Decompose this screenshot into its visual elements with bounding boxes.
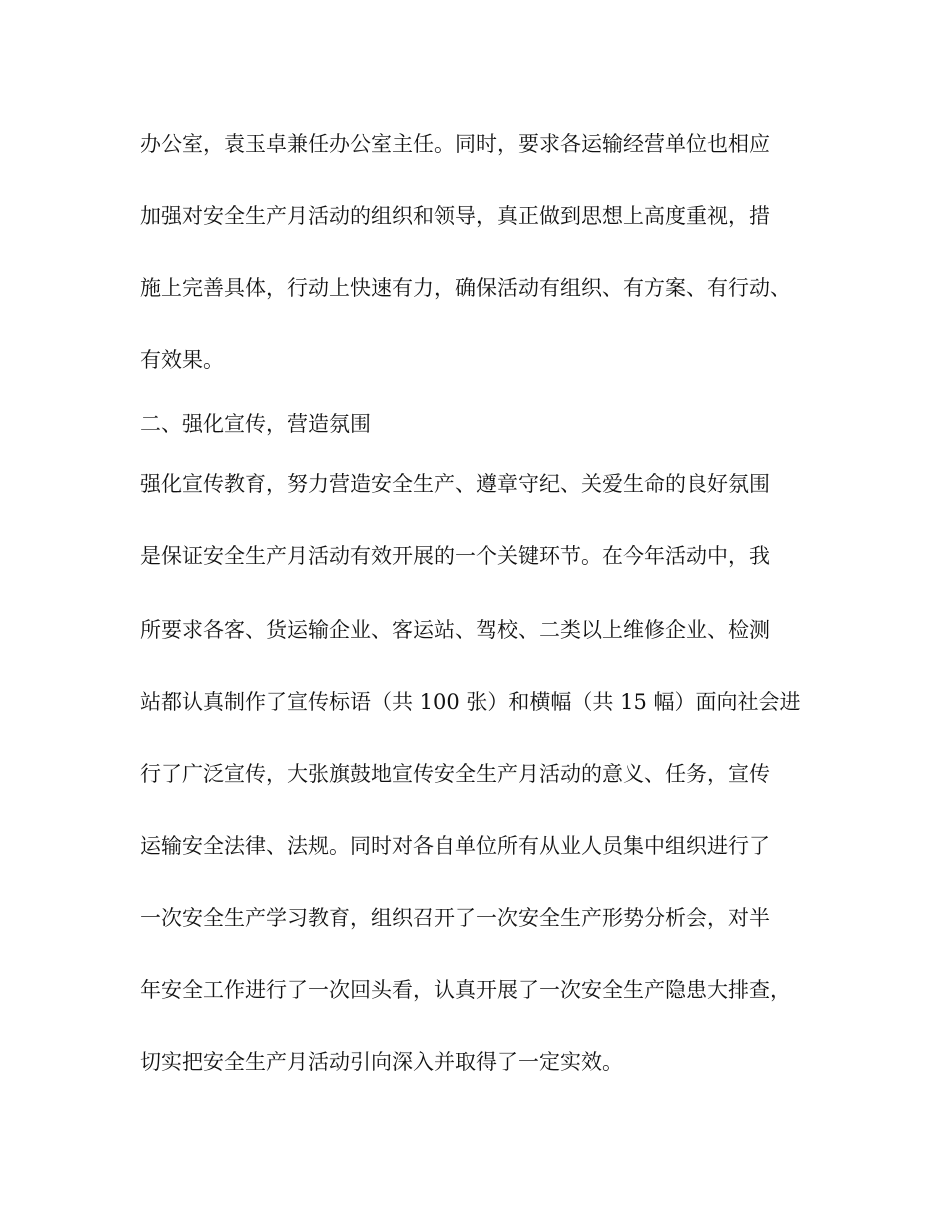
paragraph-line: 强化宣传教育，努力营造安全生产、遵章守纪、关爱生命的良好氛围 [140,472,770,496]
paragraph-line: 运输安全法律、法规。同时对各自单位所有从业人员集中组织进行了 [140,834,770,858]
paragraph-line: 行了广泛宣传，大张旗鼓地宣传安全生产月活动的意义、任务，宣传 [140,762,770,786]
paragraph-line: 加强对安全生产月活动的组织和领导，真正做到思想上高度重视，措 [140,204,770,228]
section-heading: 二、强化宣传，营造氛围 [140,412,371,436]
paragraph-line: 所要求各客、货运输企业、客运站、驾校、二类以上维修企业、检测 [140,618,770,642]
paragraph-line: 切实把安全生产月活动引向深入并取得了一定实效。 [140,1050,623,1074]
paragraph-line: 一次安全生产学习教育，组织召开了一次安全生产形势分析会，对半 [140,906,770,930]
paragraph-line: 办公室，袁玉卓兼任办公室主任。同时，要求各运输经营单位也相应 [140,132,770,156]
paragraph-line: 年安全工作进行了一次回头看，认真开展了一次安全生产隐患大排查， [140,978,791,1002]
paragraph-line: 有效果。 [140,348,224,372]
paragraph-line: 站都认真制作了宣传标语（共 100 张）和横幅（共 15 幅）面向社会进 [140,690,801,714]
paragraph-line: 施上完善具体，行动上快速有力，确保活动有组织、有方案、有行动、 [140,276,791,300]
paragraph-line: 是保证安全生产月活动有效开展的一个关键环节。在今年活动中，我 [140,544,770,568]
